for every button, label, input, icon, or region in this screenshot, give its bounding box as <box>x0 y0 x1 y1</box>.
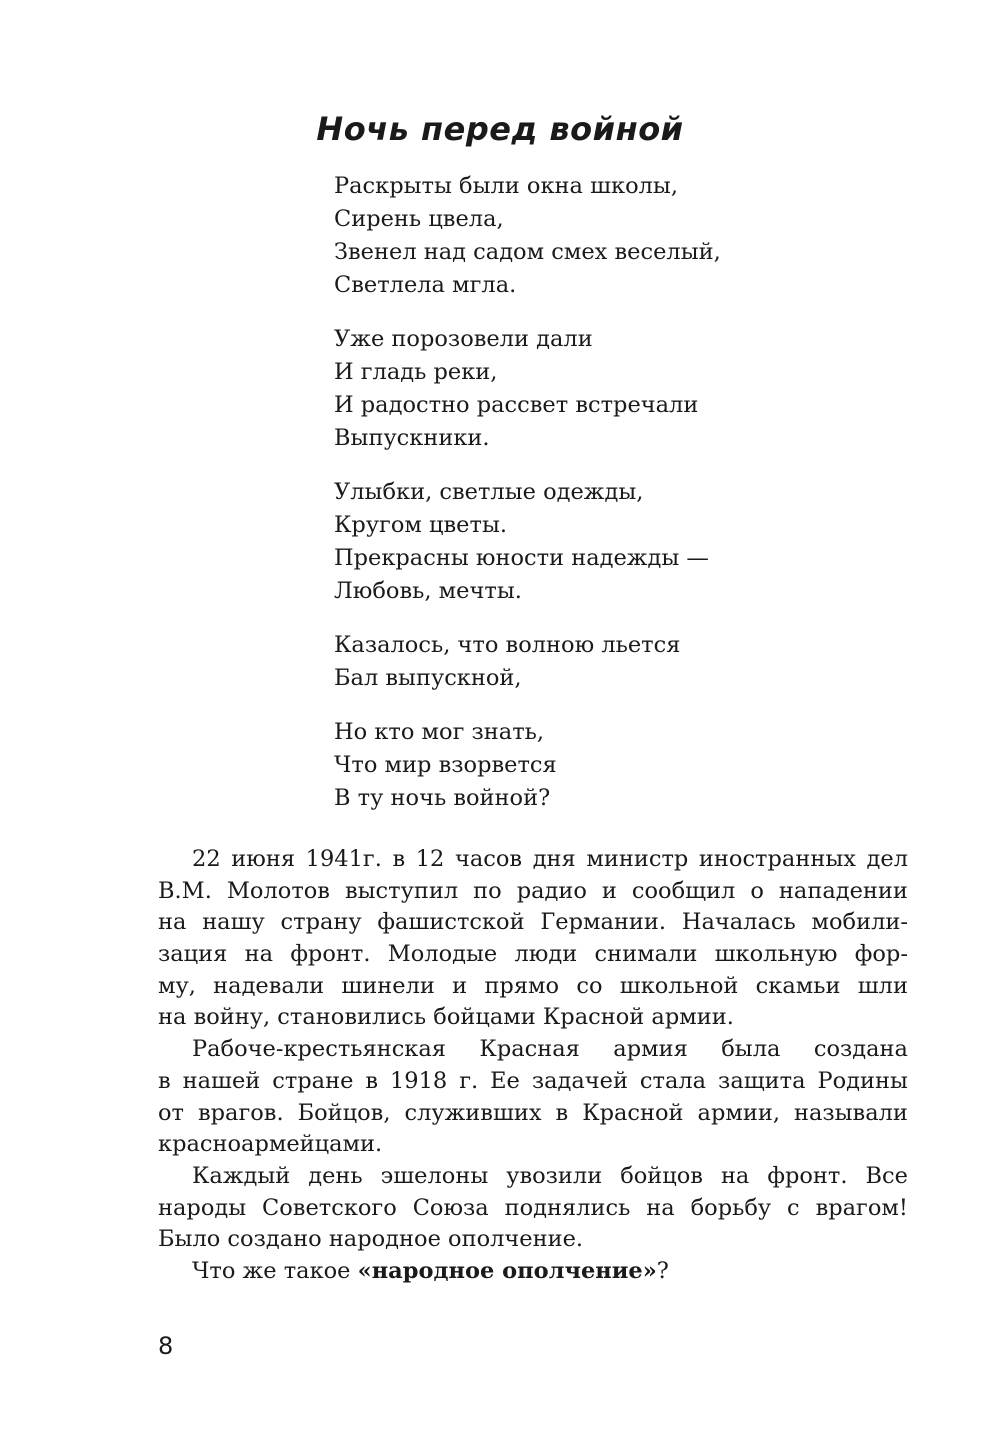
word: зация <box>158 941 228 968</box>
word: Рабоче-крестьянская <box>192 1036 446 1063</box>
word: врагов. <box>197 1099 284 1126</box>
word: от <box>158 1099 184 1126</box>
word: му, <box>158 972 196 999</box>
word: иностранных <box>698 846 856 872</box>
word: шли <box>857 972 908 999</box>
poem-line: Уже порозовели дали <box>334 326 593 352</box>
word: Союза <box>412 1194 489 1221</box>
word: в <box>392 846 406 872</box>
word: служивших <box>404 1099 542 1126</box>
poem-line: Что мир взорвется <box>334 752 557 778</box>
poem-line: Прекрасны юности надежды — <box>334 545 709 571</box>
word: Бойцов, <box>297 1099 391 1126</box>
word: защита <box>718 1067 806 1094</box>
prose-line: Было создано народное ополчение. <box>158 1226 584 1253</box>
stanza <box>334 170 721 302</box>
poem-line: Но кто мог знать, <box>334 719 545 745</box>
poem-line: Выпускники. <box>334 425 490 451</box>
word: г. <box>459 1067 479 1094</box>
question-line <box>158 1256 908 1288</box>
poem-line: Бал выпускной, <box>334 665 522 691</box>
word: Германии. <box>540 909 667 936</box>
page-number: 8 <box>158 1332 174 1360</box>
prose-line <box>158 1161 908 1193</box>
word: нашей <box>182 1067 261 1094</box>
word: 1918 <box>389 1067 448 1094</box>
word: борьбу <box>690 1194 772 1221</box>
poem-line: В ту ночь войной? <box>334 785 551 811</box>
poem-line: Звенел над садом смех веселый, <box>334 239 721 265</box>
prose-line: на войну, становились бойцами Красной армии. <box>158 1004 734 1031</box>
word: народы <box>158 1194 247 1221</box>
prose-line <box>158 971 908 1003</box>
word: с <box>787 1194 800 1221</box>
word: дня <box>532 846 576 872</box>
poem-line: Казалось, что волною льется <box>334 632 681 658</box>
word: на <box>244 941 274 968</box>
stanza <box>334 476 721 608</box>
word: бойцов <box>620 1162 703 1189</box>
word: снимали <box>594 941 698 968</box>
word: министр <box>586 846 689 872</box>
paragraph <box>158 1161 908 1256</box>
word: Каждый <box>192 1162 291 1189</box>
word: школьной <box>619 972 739 999</box>
poem-line: Кругом цветы. <box>334 512 508 538</box>
word: шинели <box>341 972 435 999</box>
poem-line: Сирень цвела, <box>334 206 504 232</box>
word: Ее <box>490 1067 520 1094</box>
stanza <box>334 716 721 815</box>
poem-line: Улыбки, светлые одежды, <box>334 479 644 505</box>
word: страну <box>280 909 362 936</box>
word: Советского <box>262 1194 397 1221</box>
poem-line: И гладь реки, <box>334 359 498 385</box>
stanza <box>334 323 721 455</box>
word: выступил <box>344 877 459 904</box>
word: часов <box>454 846 523 872</box>
word: люди <box>514 941 578 968</box>
poem-line: Любовь, мечты. <box>334 578 522 604</box>
word: врагом! <box>815 1194 908 1221</box>
prose-line <box>158 876 908 908</box>
word: задачей <box>531 1067 628 1094</box>
paragraph <box>158 1034 908 1161</box>
word: на <box>646 1194 675 1221</box>
prose-line: красноармейцами. <box>158 1131 383 1158</box>
word: Родины <box>817 1067 908 1094</box>
word: скамьи <box>755 972 841 999</box>
word: мобили- <box>811 909 908 936</box>
word: эшелоны <box>380 1162 489 1189</box>
question-text: Что же такое <box>192 1257 358 1284</box>
word: фронт. <box>767 1162 848 1189</box>
prose-line <box>158 844 908 876</box>
word: на <box>158 909 187 936</box>
prose-line <box>158 1193 908 1225</box>
prose-line <box>158 907 908 939</box>
poem-line: Раскрыты были окна школы, <box>334 173 678 199</box>
word: армия <box>613 1036 688 1063</box>
prose-line <box>158 1034 908 1066</box>
prose-text <box>158 844 908 1288</box>
word: фор- <box>854 941 908 968</box>
word: Все <box>865 1162 908 1189</box>
word: в <box>158 1067 171 1094</box>
word: увозили <box>506 1162 603 1189</box>
poem <box>334 170 721 836</box>
prose-line <box>158 1066 908 1098</box>
word: фашистской <box>377 909 525 936</box>
paragraph <box>158 844 908 1034</box>
word: нападении <box>778 877 908 904</box>
word: нашу <box>202 909 265 936</box>
word: поднялись <box>504 1194 631 1221</box>
word: дел <box>866 846 908 872</box>
word: в <box>555 1099 569 1126</box>
word: Началась <box>681 909 796 936</box>
word: со <box>576 972 603 999</box>
word: радио <box>516 877 587 904</box>
word: В.М. <box>158 877 212 904</box>
poem-title: Ночь перед войной <box>316 110 684 148</box>
word: по <box>473 877 502 904</box>
word: Красной <box>582 1099 684 1126</box>
word: на <box>720 1162 750 1189</box>
word: создана <box>813 1036 908 1063</box>
question-mark: ? <box>656 1257 669 1284</box>
word: в <box>365 1067 379 1094</box>
poem-line: И радостно рассвет встречали <box>334 392 699 418</box>
prose-line <box>158 939 908 971</box>
word: армии, <box>697 1099 780 1126</box>
word: называли <box>793 1099 908 1126</box>
prose-line <box>158 1098 908 1130</box>
word: стала <box>639 1067 707 1094</box>
word: июня <box>231 846 296 872</box>
poem-line: Светлела мгла. <box>334 272 517 298</box>
word: о <box>750 877 764 904</box>
word: надевали <box>213 972 325 999</box>
word: и <box>452 972 468 999</box>
word: 1941г. <box>305 846 382 872</box>
word: прямо <box>484 972 560 999</box>
word: день <box>308 1162 363 1189</box>
word: фронт. <box>290 941 371 968</box>
word: школьную <box>714 941 838 968</box>
word: Молодые <box>387 941 498 968</box>
word: Молотов <box>226 877 330 904</box>
word: была <box>721 1036 781 1063</box>
word: стране <box>272 1067 354 1094</box>
question-term: «народное ополчение» <box>357 1257 657 1284</box>
word: и <box>601 877 617 904</box>
word: Красная <box>479 1036 580 1063</box>
word: сообщил <box>631 877 736 904</box>
word: 12 <box>415 846 445 872</box>
stanza <box>334 629 721 695</box>
word: 22 <box>192 846 221 872</box>
